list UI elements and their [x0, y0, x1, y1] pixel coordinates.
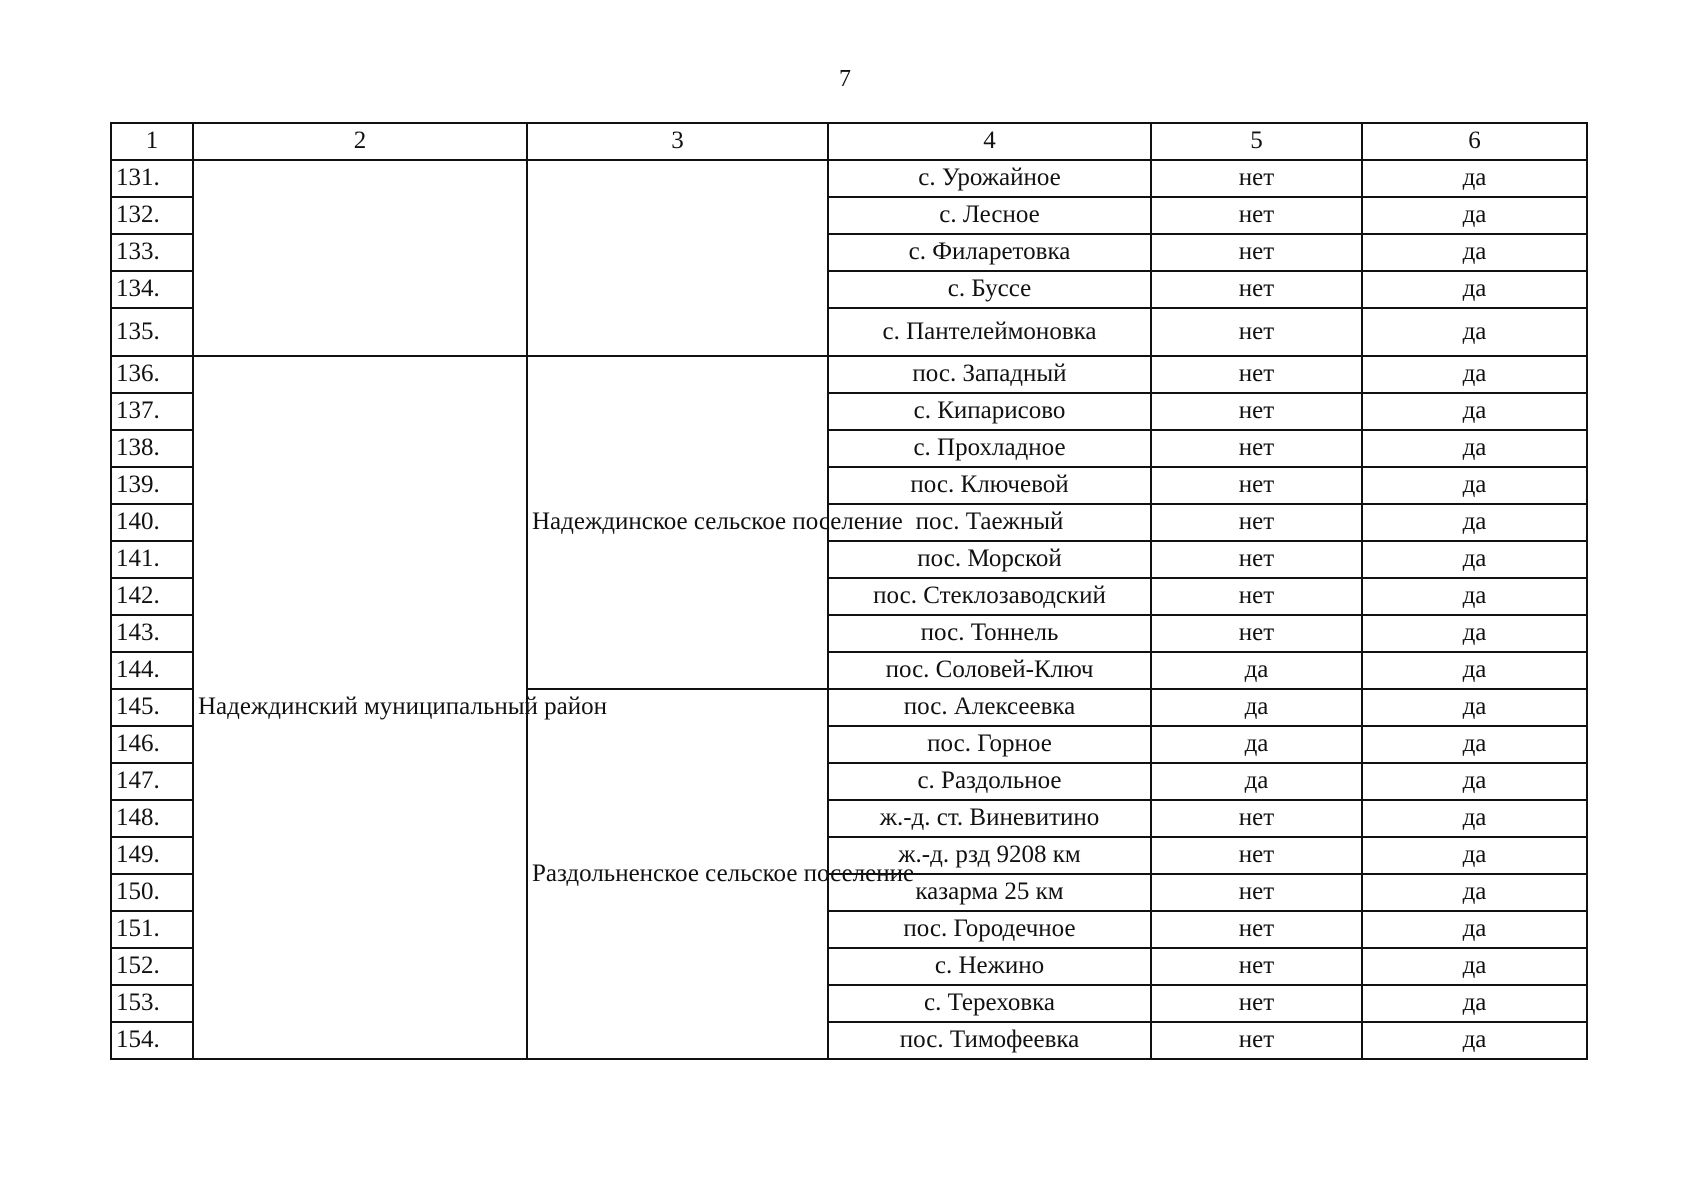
column-5-value: нет	[1151, 393, 1362, 430]
column-5-value: нет	[1151, 541, 1362, 578]
column-5-value: нет	[1151, 160, 1362, 197]
row-number: 131.	[111, 160, 193, 197]
column-6-value: да	[1362, 541, 1587, 578]
locality-name: пос. Тимофеевка	[828, 1022, 1151, 1059]
row-number: 154.	[111, 1022, 193, 1059]
column-6-value: да	[1362, 234, 1587, 271]
column-6-value: да	[1362, 1022, 1587, 1059]
locality-name: с. Раздольное	[828, 763, 1151, 800]
header-row	[111, 123, 1587, 160]
column-5-value: нет	[1151, 948, 1362, 985]
column-6-value: да	[1362, 652, 1587, 689]
locality-name: пос. Морской	[828, 541, 1151, 578]
column-6-value: да	[1362, 197, 1587, 234]
column-6-value: да	[1362, 874, 1587, 911]
column-6-value: да	[1362, 578, 1587, 615]
row-number: 147.	[111, 763, 193, 800]
settlement-name: Раздольненское сельское поселение	[527, 689, 828, 1059]
locality-name: казарма 25 км	[828, 874, 1151, 911]
column-6-value: да	[1362, 948, 1587, 985]
row-number: 143.	[111, 615, 193, 652]
column-6-value: да	[1362, 689, 1587, 726]
locality-name: пос. Городечное	[828, 911, 1151, 948]
column-6-value: да	[1362, 271, 1587, 308]
locality-name: с. Кипарисово	[828, 393, 1151, 430]
locality-name: пос. Стеклозаводский	[828, 578, 1151, 615]
district-cell-empty	[193, 160, 527, 356]
column-5-value: нет	[1151, 504, 1362, 541]
column-6-value: да	[1362, 911, 1587, 948]
row-number: 153.	[111, 985, 193, 1022]
column-5-value: нет	[1151, 911, 1362, 948]
locality-name: пос. Алексеевка	[828, 689, 1151, 726]
column-5-value: да	[1151, 689, 1362, 726]
column-5-value: нет	[1151, 615, 1362, 652]
column-6-value: да	[1362, 985, 1587, 1022]
column-5-value: нет	[1151, 467, 1362, 504]
locality-name: пос. Горное	[828, 726, 1151, 763]
row-number: 139.	[111, 467, 193, 504]
locality-name: с. Лесное	[828, 197, 1151, 234]
row-number: 149.	[111, 837, 193, 874]
column-5-value: нет	[1151, 985, 1362, 1022]
column-5-value: нет	[1151, 430, 1362, 467]
column-5-value: нет	[1151, 356, 1362, 393]
column-6-value: да	[1362, 467, 1587, 504]
locality-name: пос. Таежный	[828, 504, 1151, 541]
row-number: 142.	[111, 578, 193, 615]
row-number: 148.	[111, 800, 193, 837]
row-number: 151.	[111, 911, 193, 948]
column-5-value: нет	[1151, 837, 1362, 874]
locality-name: с. Прохладное	[828, 430, 1151, 467]
row-number: 135.	[111, 308, 193, 356]
column-6-value: да	[1362, 356, 1587, 393]
column-5-value: нет	[1151, 308, 1362, 356]
locality-name: пос. Ключевой	[828, 467, 1151, 504]
page-number: 7	[839, 66, 851, 92]
locality-name: с. Нежино	[828, 948, 1151, 985]
column-6-value: да	[1362, 763, 1587, 800]
column-5-value: нет	[1151, 800, 1362, 837]
row-number: 145.	[111, 689, 193, 726]
column-6-value: да	[1362, 308, 1587, 356]
table-body	[111, 123, 1587, 1059]
column-5-value: нет	[1151, 197, 1362, 234]
row-number: 150.	[111, 874, 193, 911]
locality-name: с. Урожайное	[828, 160, 1151, 197]
column-5-value: нет	[1151, 271, 1362, 308]
column-6-value: да	[1362, 800, 1587, 837]
locality-name: ж.-д. ст. Виневитино	[828, 800, 1151, 837]
locality-name: пос. Соловей-Ключ	[828, 652, 1151, 689]
column-6-value: да	[1362, 726, 1587, 763]
table-row	[111, 160, 1587, 197]
column-6-value: да	[1362, 837, 1587, 874]
row-number: 140.	[111, 504, 193, 541]
row-number: 146.	[111, 726, 193, 763]
settlement-cell-empty	[527, 160, 828, 356]
column-6-value: да	[1362, 504, 1587, 541]
column-5-value: да	[1151, 726, 1362, 763]
locality-name: пос. Тоннель	[828, 615, 1151, 652]
locality-name: с. Тереховка	[828, 985, 1151, 1022]
column-5-value: нет	[1151, 234, 1362, 271]
locality-name: с. Буссе	[828, 271, 1151, 308]
column-5-value: да	[1151, 763, 1362, 800]
row-number: 132.	[111, 197, 193, 234]
locality-name: ж.-д. рзд 9208 км	[828, 837, 1151, 874]
header-cell-3: 3	[527, 123, 828, 160]
district-name: Надеждинский муниципальный район	[193, 356, 527, 1059]
header-cell-5: 5	[1151, 123, 1362, 160]
locality-name: с. Филаретовка	[828, 234, 1151, 271]
header-cell-4: 4	[828, 123, 1151, 160]
row-number: 152.	[111, 948, 193, 985]
column-5-value: да	[1151, 652, 1362, 689]
header-cell-6: 6	[1362, 123, 1587, 160]
row-number: 136.	[111, 356, 193, 393]
row-number: 138.	[111, 430, 193, 467]
locality-name: с. Пантелеймоновка	[828, 308, 1151, 356]
column-6-value: да	[1362, 430, 1587, 467]
table-row	[111, 356, 1587, 393]
localities-table	[110, 122, 1588, 1060]
column-5-value: нет	[1151, 1022, 1362, 1059]
locality-name: пос. Западный	[828, 356, 1151, 393]
row-number: 141.	[111, 541, 193, 578]
row-number: 137.	[111, 393, 193, 430]
column-5-value: нет	[1151, 874, 1362, 911]
row-number: 133.	[111, 234, 193, 271]
header-cell-2: 2	[193, 123, 527, 160]
row-number: 134.	[111, 271, 193, 308]
column-6-value: да	[1362, 160, 1587, 197]
row-number: 144.	[111, 652, 193, 689]
column-6-value: да	[1362, 393, 1587, 430]
header-cell-1: 1	[111, 123, 193, 160]
settlement-name: Надеждинское сельское поселение	[527, 356, 828, 689]
column-5-value: нет	[1151, 578, 1362, 615]
column-6-value: да	[1362, 615, 1587, 652]
